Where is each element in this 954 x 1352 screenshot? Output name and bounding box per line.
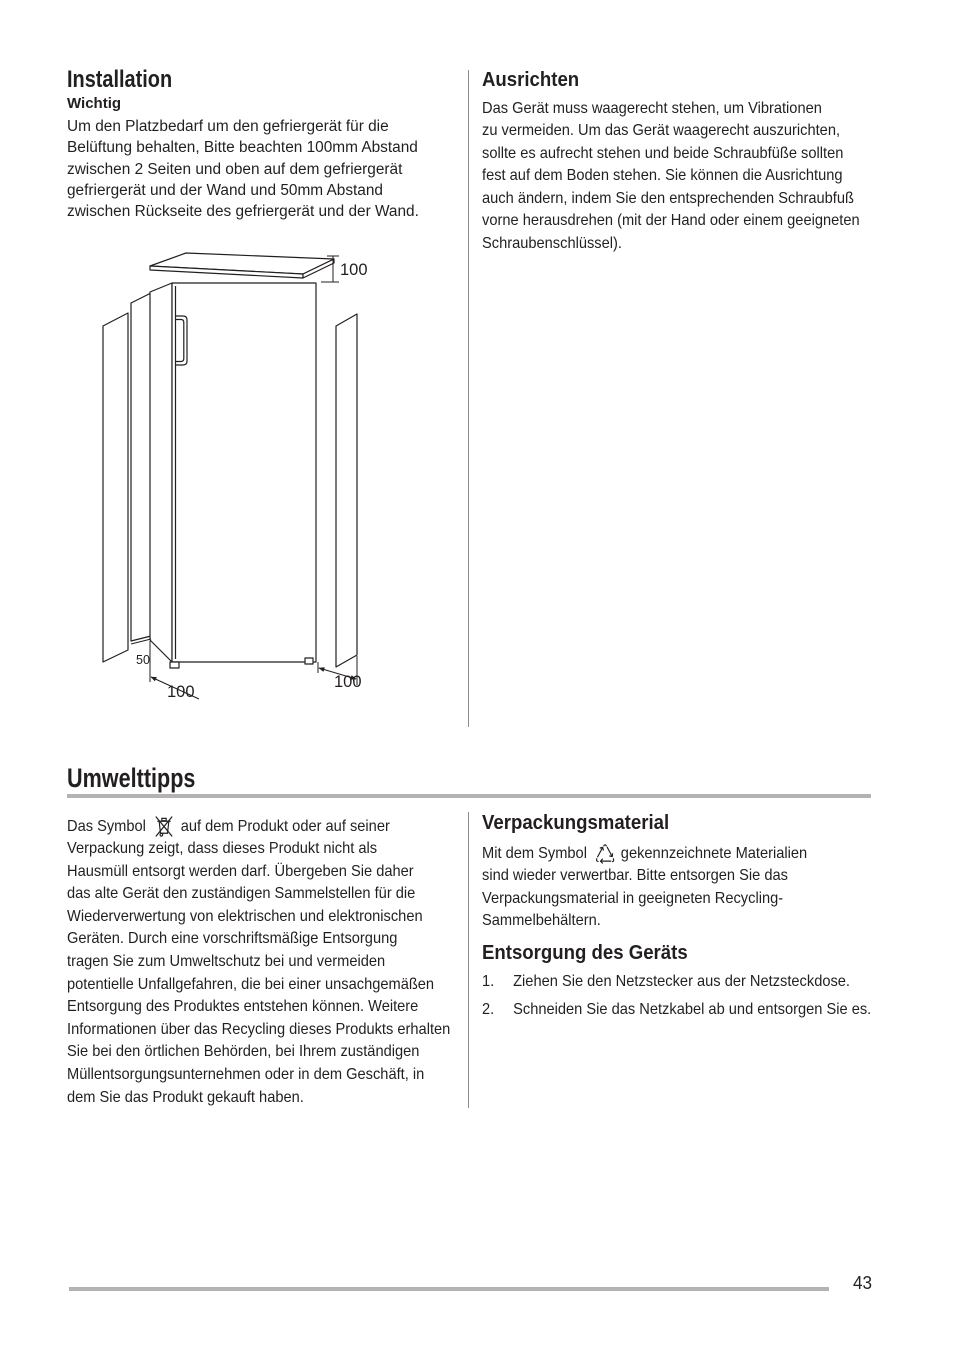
alignment-heading: Ausrichten xyxy=(482,69,580,91)
paragraph-line: Sie bei den örtlichen Behörden, bei Ihrem zuständigen xyxy=(67,1043,420,1061)
front-right-foot xyxy=(305,658,313,664)
paragraph-line: zu vermeiden. Um das Gerät waagerecht auszurichten, xyxy=(482,122,841,140)
paragraph-line: Das Gerät muss waagerecht stehen, um Vibrationen xyxy=(482,99,822,117)
bin-lid-handle xyxy=(162,819,166,821)
fridge-door xyxy=(172,283,316,662)
installation-heading: Installation xyxy=(67,66,173,93)
list-item-number: 1. xyxy=(482,972,495,990)
paragraph-line: Geräten. Durch eine vorschriftsmäßige Entsorgung xyxy=(67,930,398,948)
environment-tips-heading: Umwelttipps xyxy=(67,763,196,793)
section-rule xyxy=(67,794,871,798)
paragraph-line: Informationen über das Recycling dieses Produkts erhalten xyxy=(67,1020,451,1038)
fridge-side xyxy=(150,283,172,662)
footer-rule xyxy=(69,1287,829,1291)
recycling-arrow-left xyxy=(598,848,603,857)
paragraph-line: Schraubenschlüssel). xyxy=(482,235,622,253)
bin-icon-strokes xyxy=(156,817,172,836)
installation-paragraph xyxy=(67,116,462,222)
paragraph-line: dem Sie das Produkt gekauft haben. xyxy=(67,1088,304,1106)
disposal-steps-list xyxy=(482,971,922,1023)
recycling-icon-strokes xyxy=(597,845,614,863)
paragraph-line xyxy=(67,816,470,839)
symbol-description-text: gekennzeichnete Materialien xyxy=(620,844,808,862)
paragraph-line: potentielle Unfallgefahren, die bei einer unsachgemäßen xyxy=(67,975,435,993)
paragraph-line: auch ändern, indem Sie den entsprechenden Schraubfuß xyxy=(482,189,854,207)
paragraph-line: das alte Gerät den zuständigen Sammelstellen für die xyxy=(67,885,416,903)
paragraph-line: vorne herausdrehen (mit der Hand oder einem geeigneten xyxy=(482,212,860,230)
paragraph-line: Entsorgung des Produktes entstehen können. Weitere xyxy=(67,998,419,1016)
installation-clearance-diagram xyxy=(95,245,385,710)
environment-tips-paragraph xyxy=(67,816,507,1110)
list-item-text: Schneiden Sie das Netzkabel ab und entsorgen Sie es. xyxy=(513,1001,872,1019)
paragraph-line: Belüftung behalten, Bitte beachten 100mm Abstand xyxy=(67,139,418,157)
paragraph-line: Um den Platzbedarf um den gefriergerät für die xyxy=(67,118,389,135)
recycling-icon xyxy=(594,843,617,864)
rear-clearance-label: 50 xyxy=(136,653,150,667)
list-item xyxy=(482,999,885,1022)
recycling-top-bend xyxy=(604,845,607,846)
right-side-panel xyxy=(336,314,357,667)
paragraph-line: Verpackungsmaterial in geeigneten Recycling- xyxy=(482,889,784,907)
paragraph-line: zwischen Rückseite des gefriergerät und der Wand. xyxy=(67,203,419,221)
paragraph-line: sollte es aufrecht stehen und beide Schraubfüße sollten xyxy=(482,144,844,162)
paragraph-line: gefriergerät und der Wand und 50mm Abstand xyxy=(67,181,383,199)
paragraph-line: zwischen 2 Seiten und oben auf dem gefriergerät xyxy=(67,160,403,178)
paragraph-line: tragen Sie zum Umweltschutz bei und vermeiden xyxy=(67,953,386,971)
paragraph-line: Hausmüll entsorgt werden darf. Übergeben Sie daher xyxy=(67,862,414,880)
diagram-shapes xyxy=(103,253,357,668)
alignment-paragraph xyxy=(482,98,922,256)
column-divider-top xyxy=(468,70,469,727)
packaging-heading: Verpackungsmaterial xyxy=(482,812,670,834)
crossed-out-wheelie-bin-icon xyxy=(153,815,175,838)
symbol-intro-text: Das Symbol xyxy=(67,817,146,835)
paragraph-line: Sammelbehältern. xyxy=(482,912,601,930)
list-item xyxy=(482,971,885,994)
top-clearance-label: 100 xyxy=(340,261,368,279)
column-divider-bottom xyxy=(468,812,469,1108)
rear-wall-panel xyxy=(131,293,151,641)
paragraph-line: Wiederverwertung von elektrischen und elektronischen xyxy=(67,907,423,925)
list-item-text: Ziehen Sie den Netzstecker aus der Netzsteckdose. xyxy=(513,972,851,990)
left-clearance-label: 100 xyxy=(167,683,195,701)
page-number: 43 xyxy=(853,1273,873,1293)
symbol-description-text: auf dem Produkt oder auf seiner xyxy=(180,817,390,835)
front-left-foot xyxy=(170,662,179,668)
right-clearance-label: 100 xyxy=(334,673,362,691)
left-side-panel xyxy=(103,313,128,662)
recycling-right-bend xyxy=(613,859,614,862)
important-subheading: Wichtig xyxy=(67,95,122,112)
disposal-heading: Entsorgung des Geräts xyxy=(482,942,688,964)
symbol-intro-text: Mit dem Symbol xyxy=(482,844,587,862)
list-item-number: 2. xyxy=(482,1001,495,1019)
paragraph-line xyxy=(482,843,885,866)
paragraph-line: fest auf dem Boden stehen. Sie können die Ausrichtung xyxy=(482,167,843,185)
paragraph-line: sind wieder verwertbar. Bitte entsorgen Sie das xyxy=(482,867,788,885)
paragraph-line: Müllentsorgungsunternehmen oder in dem Geschäft, in xyxy=(67,1066,425,1084)
recycling-arrow-right xyxy=(607,848,612,857)
recycling-left-bend xyxy=(597,859,599,862)
bin-wheel xyxy=(160,834,163,837)
paragraph-line: Verpackung zeigt, dass dieses Produkt nicht als xyxy=(67,840,378,858)
packaging-paragraph xyxy=(482,843,922,933)
